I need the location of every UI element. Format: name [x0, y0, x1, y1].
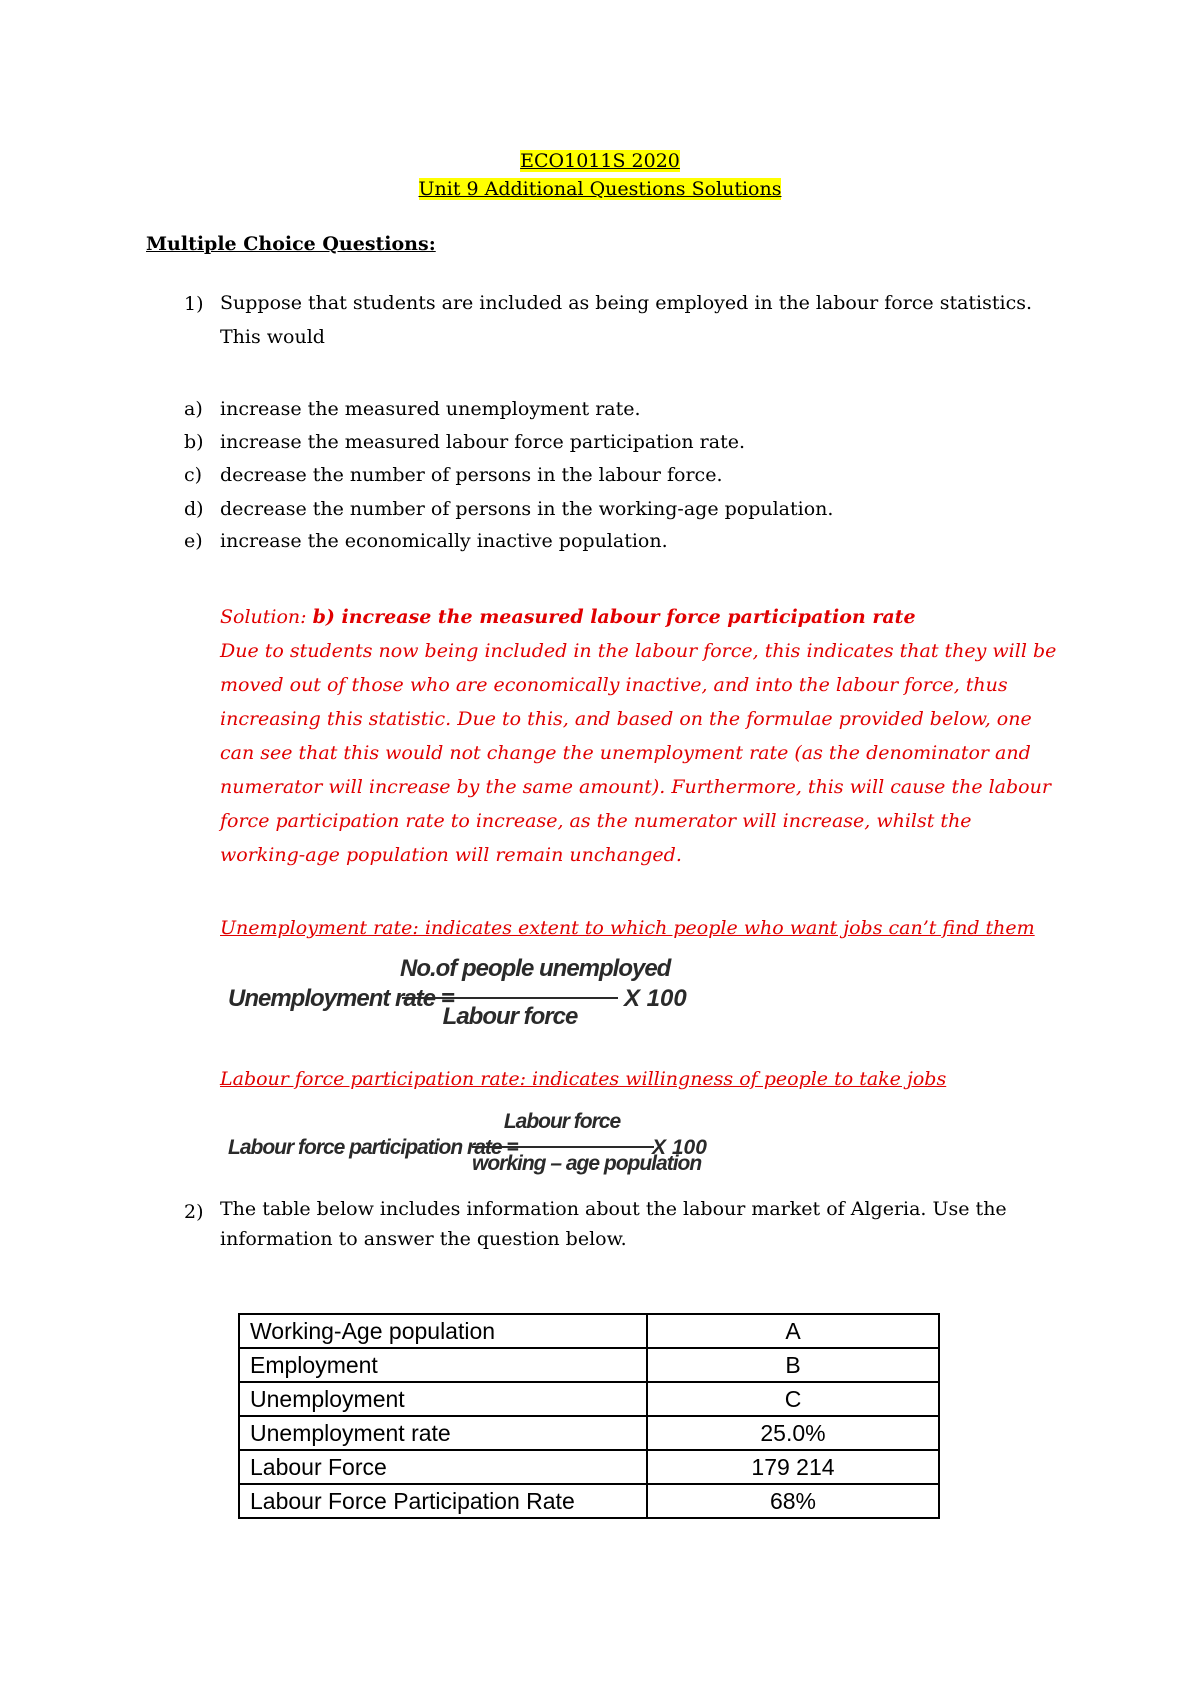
document-subtitle: Unit 9 Additional Questions Solutions [418, 178, 782, 200]
unemployment-formula [228, 955, 688, 1045]
unemployment-definition: Unemployment rate: indicates extent to which people who want jobs can’t find them [220, 917, 1035, 939]
table-row [239, 1382, 939, 1416]
course-title: ECO1011S 2020 [520, 150, 680, 172]
lfpr-formula [228, 1110, 728, 1190]
explanation-line: Due to students now being included in the labour force, this indicates that they will be [220, 640, 1057, 662]
explanation-line: working-age population will remain unchanged. [220, 844, 682, 866]
section-heading: Multiple Choice Questions: [146, 233, 436, 255]
solution-block [220, 600, 1070, 872]
option-d: d) decrease the number of persons in the working-age population. [184, 498, 834, 520]
question-2-line-1: The table below includes information about the labour market of Algeria. Use the [220, 1198, 1007, 1220]
option-e: e) increase the economically inactive population. [184, 530, 668, 552]
explanation-line: increasing this statistic. Due to this, and based on the formulae provided below, one [220, 708, 1032, 730]
table-row [239, 1484, 939, 1518]
formula-denominator: working – age population [472, 1152, 702, 1175]
row-value: A [647, 1314, 939, 1348]
row-label: Unemployment rate [239, 1416, 647, 1450]
question-2-number: 2) [184, 1201, 204, 1223]
solution-answer: Solution: b) increase the measured labour force participation rate [220, 606, 916, 628]
row-label: Labour Force [239, 1450, 647, 1484]
explanation-line: can see that this would not change the unemployment rate (as the denominator and [220, 742, 1031, 764]
formula-lhs: Labour force participation rate = [228, 1136, 518, 1159]
table-row [239, 1314, 939, 1348]
row-label: Labour Force Participation Rate [239, 1484, 647, 1518]
row-value: B [647, 1348, 939, 1382]
row-value: 68% [647, 1484, 939, 1518]
row-value: C [647, 1382, 939, 1416]
option-b: b) increase the measured labour force participation rate. [184, 431, 745, 453]
formula-numerator: No.of people unemployed [400, 955, 671, 982]
explanation-line: force participation rate to increase, as the numerator will increase, whilst the [220, 810, 972, 832]
row-label: Working-Age population [239, 1314, 647, 1348]
lfpr-definition: Labour force participation rate: indicates willingness of people to take jobs [220, 1068, 947, 1090]
question-1-line-2: This would [220, 326, 325, 348]
explanation-line: numerator will increase by the same amount). Furthermore, this will cause the labour [220, 776, 1051, 798]
option-c: c) decrease the number of persons in the labour force. [184, 464, 723, 486]
question-1-text [220, 286, 1070, 354]
table-row [239, 1416, 939, 1450]
formula-denominator: Labour force [442, 1003, 578, 1030]
table-row [239, 1450, 939, 1484]
explanation-line: moved out of those who are economically inactive, and into the labour force, thus [220, 674, 1008, 696]
fraction-bar [472, 1146, 654, 1148]
formula-lhs: Unemployment rate = [228, 985, 454, 1012]
question-1-number: 1) [184, 293, 204, 315]
row-label: Employment [239, 1348, 647, 1382]
option-a: a) increase the measured unemployment rate. [184, 398, 641, 420]
question-1-line-1: Suppose that students are included as being employed in the labour force statistics. [220, 292, 1033, 314]
labour-market-table [238, 1313, 940, 1519]
formula-multiplier: X 100 [652, 1136, 707, 1159]
row-value: 179 214 [647, 1450, 939, 1484]
table-row [239, 1348, 939, 1382]
question-2-line-2: information to answer the question below. [220, 1228, 627, 1250]
question-2-text [220, 1194, 1070, 1254]
formula-multiplier: X 100 [624, 985, 687, 1012]
row-label: Unemployment [239, 1382, 647, 1416]
row-value: 25.0% [647, 1416, 939, 1450]
fraction-bar [402, 997, 618, 999]
formula-numerator: Labour force [503, 1110, 621, 1133]
